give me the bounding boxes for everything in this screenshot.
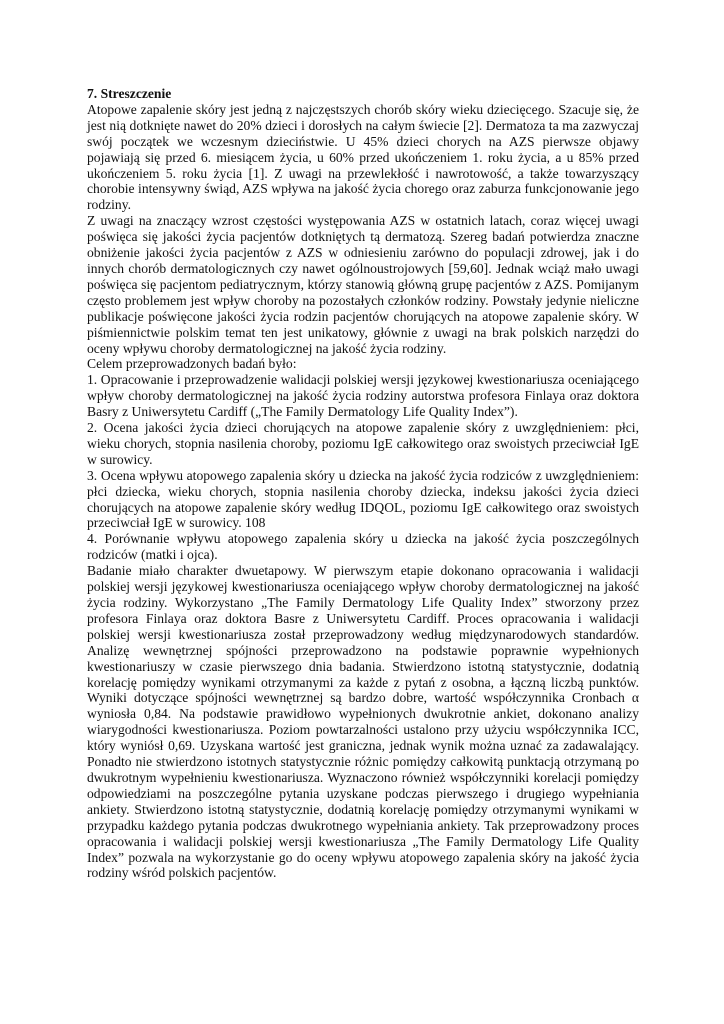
aim-item-4: 4. Porównanie wpływu atopowego zapalenia skóry u dziecka na jakość życia poszczególnych rodziców (matki i ojca). (87, 531, 639, 563)
aim-item-1: 1. Opracowanie i przeprowadzenie walidacji polskiej wersji językowej kwestionariusza oceniającego wpływ choroby dermatologicznej na jakość życia rodziny autorstwa profesora Finlaya oraz doktora Basry z Uniwersytetu Cardiff („The Family Dermatology Life Quality Index”). (87, 372, 639, 420)
section-heading: 7. Streszczenie (87, 86, 172, 101)
paragraph-methods: Badanie miało charakter dwuetapowy. W pierwszym etapie dokonano opracowania i walidacji polskiej wersji językowej kwestionariusza oceniającego wpływ choroby dermatologicznej na jakość życia rodziny. Wykorzystano „The Family Dermatology Life Quality Index” stworzony przez profesora Finlaya oraz doktora Basre z Uniwersytetu Cardiff. Proces opracowania i walidacji polskiej wersji kwestionariusza został przeprowadzony według międzynarodowych standardów. Analizę wewnętrznej spójności przeprowadzono na podstawie poprawnie wypełnionych kwestionariuszy w czasie pierwszego dnia badania. Stwierdzono istotną statystycznie, dodatnią korelację pomiędzy wynikami otrzymanymi za każde z pytań z osobna, a łączną liczbą punktów. Wyniki dotyczące spójności wewnętrznej są bardzo dobre, wartość współczynnika Cronbach α wyniosła 0,84. Na podstawie prawidłowo wypełnionych dwukrotnie ankiet, dokonano analizy wiarygodności kwestionariusza. Poziom powtarzalności ustalono przy użyciu współczynnika ICC, który wyniósł 0,69. Uzyskana wartość jest graniczna, jednak wynik można uznać za zadawalający. Ponadto nie stwierdzono istotnych statystycznie różnic pomiędzy całkowitą punktacją otrzymaną po dwukrotnym wypełnieniu kwestionariusza. Wyznaczono również współczynniki korelacji pomiędzy odpowiedziami na poszczególne pytania uzyskane podczas pierwszego i drugiego wypełniania ankiety. Stwierdzono istotną statystycznie, dodatnią korelację pomiędzy otrzymanymi wynikami w przypadku każdego pytania podczas dwukrotnego wypełniania ankiety. Tak przeprowadzony proces opracowania i walidacji polskiej wersji kwestionariusza „The Family Dermatology Life Quality Index” pozwala na wykorzystanie go do oceny wpływu atopowego zapalenia skóry na jakość życia rodziny wśród polskich pacjentów. (87, 563, 639, 881)
aim-item-3: 3. Ocena wpływu atopowego zapalenia skóry u dziecka na jakość życia rodziców z uwzględnieniem: płci dziecka, wieku chorych, stopnia nasilenia choroby dziecka, indeksu jakości życia dzieci chorujących na atopowe zapalenie skóry według IDQOL, poziomu IgE całkowitego oraz swoistych przeciwciał IgE w surowicy. 108 (87, 467, 639, 531)
paragraph-aims-intro: Celem przeprowadzonych badań było: (87, 356, 297, 372)
aim-item-2: 2. Ocena jakości życia dzieci chorujących na atopowe zapalenie skóry z uwzględnieniem: płci, wieku chorych, stopnia nasilenia choroby, poziomu IgE całkowitego oraz swoistych przeciwciał IgE w surowicy. (87, 420, 639, 467)
paragraph-intro: Atopowe zapalenie skóry jest jedną z najczęstszych chorób skóry wieku dziecięcego. Szacuje się, że jest nią dotknięte nawet do 20% dzieci i dorosłych na całym świecie [2]. Dermatoza ta ma zazwyczaj swój początek we wczesnym dzieciństwie. U 45% dzieci chorych na AZS pierwsze objawy pojawiają się przed 6. miesiącem życia, u 60% przed ukończeniem 1. roku życia, a u 85% przed ukończeniem 5. roku życia [1]. Z uwagi na przewlekłość i nawrotowość, a także towarzyszący chorobie intensywny świąd, AZS wpływa na jakość życia chorego oraz zaburza funkcjonowanie jego rodziny. (87, 101, 639, 213)
paragraph-background: Z uwagi na znaczący wzrost częstości występowania AZS w ostatnich latach, coraz więcej uwagi poświęca się jakości życia pacjentów dotkniętych tą dermatozą. Szereg badań potwierdza znaczne obniżenie jakości życia pacjentów z AZS w odniesieniu zarówno do populacji zdrowej, jak i do innych chorób dermatologicznych czy nawet ogólnoustrojowych [59,60]. Jednak wciąż mało uwagi poświęca się pacjentom pediatrycznym, którzy stanowią główną grupę pacjentów z AZS. Pomijanym często problemem jest wpływ choroby na pozostałych członków rodziny. Powstały jedynie nieliczne publikacje poświęcone jakości życia rodzin pacjentów chorujących na atopowe zapalenie skóry. W piśmiennictwie polskim temat ten jest unikatowy, głównie z uwagi na brak polskich narzędzi do oceny wpływu choroby dermatologicznej na jakość życia rodziny. (87, 213, 639, 356)
document-page (87, 86, 639, 881)
